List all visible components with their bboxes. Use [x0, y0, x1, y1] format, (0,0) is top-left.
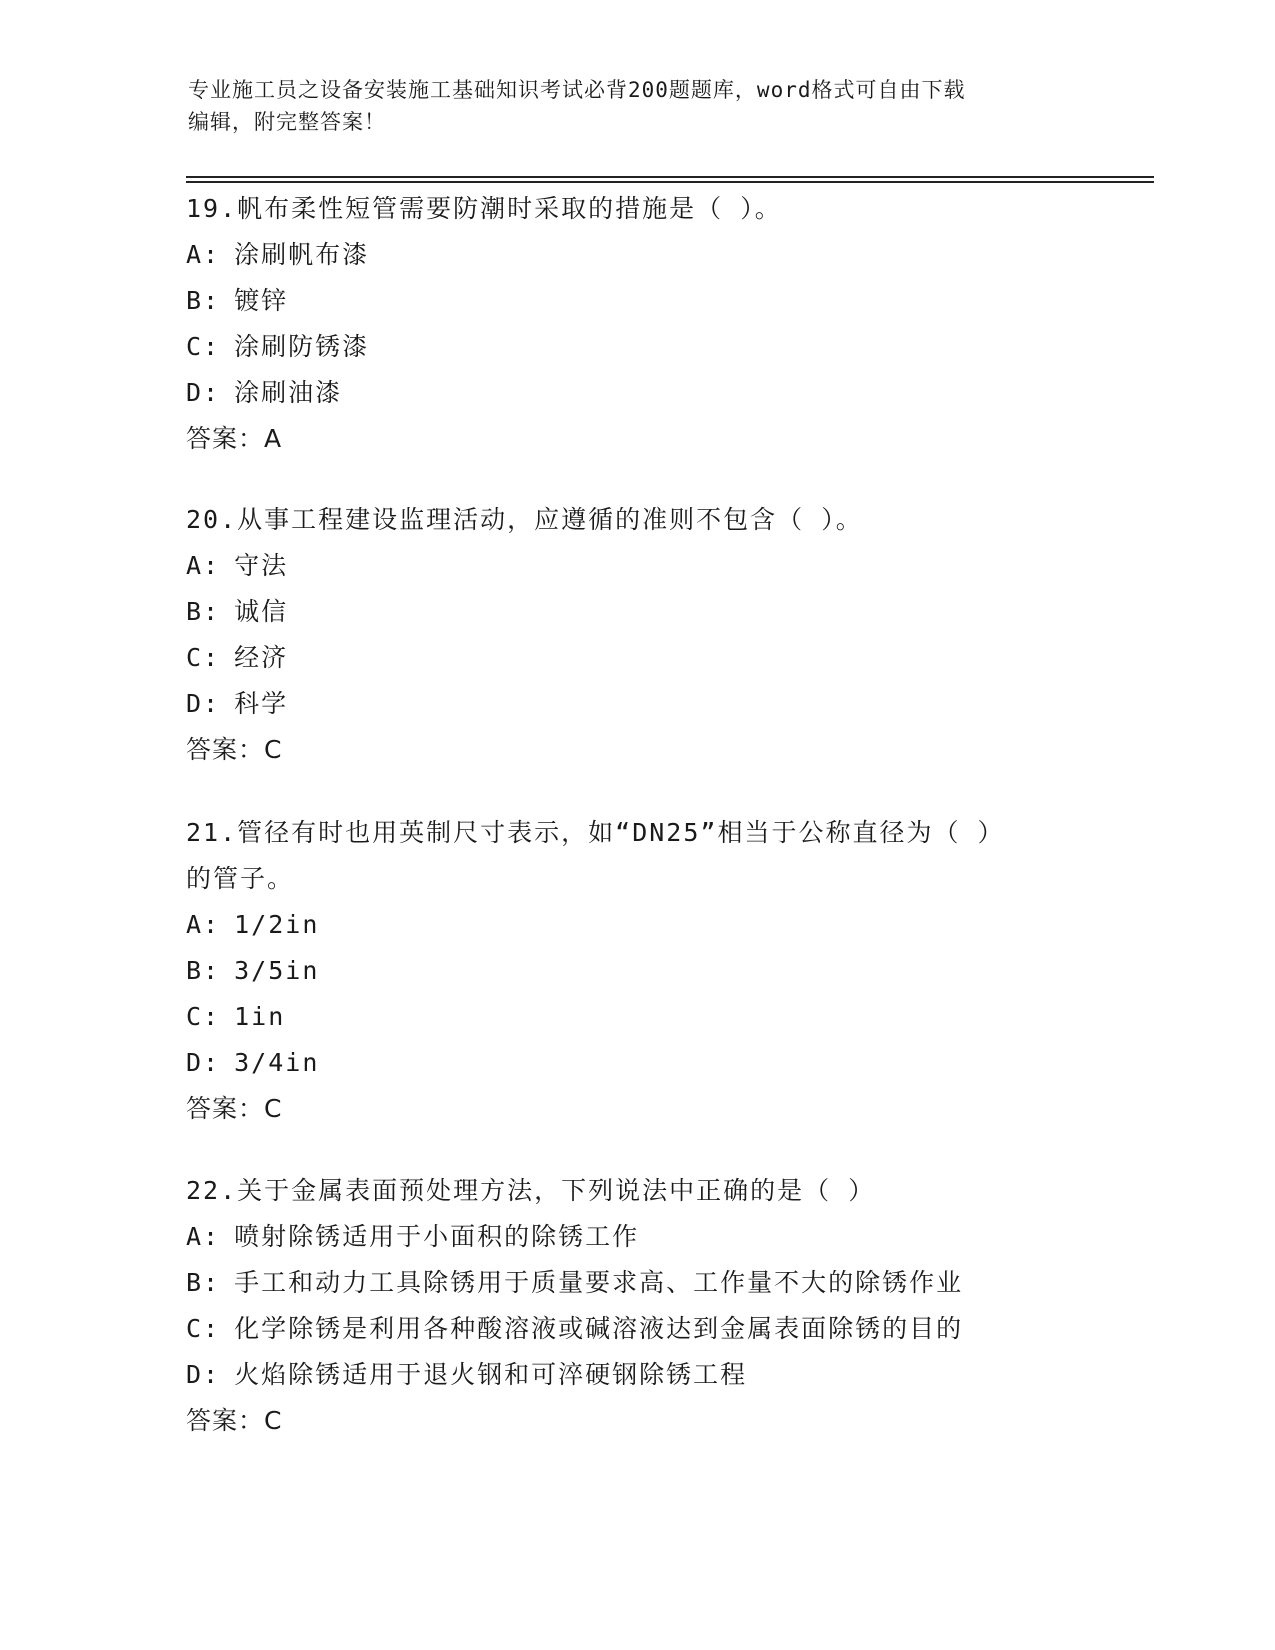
- question-stem: 19.帆布柔性短管需要防潮时采取的措施是（ ）。: [186, 194, 782, 223]
- question-20: [186, 497, 1066, 773]
- header-line-1: 专业施工员之设备安装施工基础知识考试必背200题题库，word格式可自由下载: [188, 78, 966, 102]
- option-c: [186, 635, 1066, 681]
- option-text: 1/2in: [234, 910, 320, 939]
- option-key: C:: [186, 1002, 221, 1031]
- option-b: [186, 1260, 1066, 1306]
- option-text: 涂刷防锈漆: [234, 332, 370, 361]
- option-d: [186, 1352, 1066, 1398]
- option-key: A:: [186, 240, 221, 269]
- option-key: B:: [186, 597, 221, 626]
- option-key: C:: [186, 643, 221, 672]
- option-text: 3/5in: [234, 956, 320, 985]
- option-b: [186, 278, 1066, 324]
- option-key: A:: [186, 1222, 221, 1251]
- option-b: [186, 589, 1066, 635]
- option-text: 3/4in: [234, 1048, 320, 1077]
- option-text: 诚信: [234, 597, 289, 626]
- answer: 答案：C: [186, 1406, 283, 1435]
- option-d: [186, 681, 1066, 727]
- option-key: C:: [186, 1314, 221, 1343]
- option-text: 手工和动力工具除锈用于质量要求高、工作量不大的除锈作业: [234, 1268, 964, 1297]
- header-divider-bottom: [186, 181, 1154, 183]
- option-a: [186, 1214, 1066, 1260]
- option-text: 镀锌: [234, 286, 289, 315]
- option-text: 喷射除锈适用于小面积的除锈工作: [234, 1222, 640, 1251]
- option-key: D:: [186, 689, 221, 718]
- option-a: [186, 232, 1066, 278]
- question-stem-continued: 的管子。: [186, 864, 295, 893]
- answer: 答案：C: [186, 1094, 283, 1123]
- option-text: 守法: [234, 551, 289, 580]
- option-key: B:: [186, 1268, 221, 1297]
- option-key: A:: [186, 910, 221, 939]
- option-key: B:: [186, 956, 221, 985]
- option-key: C:: [186, 332, 221, 361]
- answer: 答案：C: [186, 735, 283, 764]
- question-stem: 22.关于金属表面预处理方法，下列说法中正确的是（ ）: [186, 1176, 876, 1205]
- option-d: [186, 370, 1066, 416]
- option-c: [186, 1306, 1066, 1352]
- option-c: [186, 994, 1066, 1040]
- question-21: [186, 810, 1066, 1132]
- option-text: 涂刷油漆: [234, 378, 343, 407]
- header-divider-top: [186, 176, 1154, 178]
- option-key: D:: [186, 1360, 221, 1389]
- question-19: [186, 186, 1066, 462]
- answer: 答案：A: [186, 424, 283, 453]
- question-stem: 21.管径有时也用英制尺寸表示，如“DN25”相当于公称直径为（ ）: [186, 818, 1005, 847]
- question-22: [186, 1168, 1066, 1444]
- option-text: 涂刷帆布漆: [234, 240, 370, 269]
- option-a: [186, 902, 1066, 948]
- question-stem: 20.从事工程建设监理活动，应遵循的准则不包含（ ）。: [186, 505, 863, 534]
- option-text: 化学除锈是利用各种酸溶液或碱溶液达到金属表面除锈的目的: [234, 1314, 964, 1343]
- option-key: D:: [186, 378, 221, 407]
- option-c: [186, 324, 1066, 370]
- option-key: D:: [186, 1048, 221, 1077]
- header-line-2: 编辑，附完整答案！: [188, 110, 386, 134]
- option-text: 火焰除锈适用于退火钢和可淬硬钢除锈工程: [234, 1360, 748, 1389]
- document-header: [188, 74, 1088, 138]
- option-key: A:: [186, 551, 221, 580]
- option-text: 1in: [234, 1002, 286, 1031]
- option-d: [186, 1040, 1066, 1086]
- option-a: [186, 543, 1066, 589]
- option-key: B:: [186, 286, 221, 315]
- option-b: [186, 948, 1066, 994]
- option-text: 科学: [234, 689, 289, 718]
- option-text: 经济: [234, 643, 289, 672]
